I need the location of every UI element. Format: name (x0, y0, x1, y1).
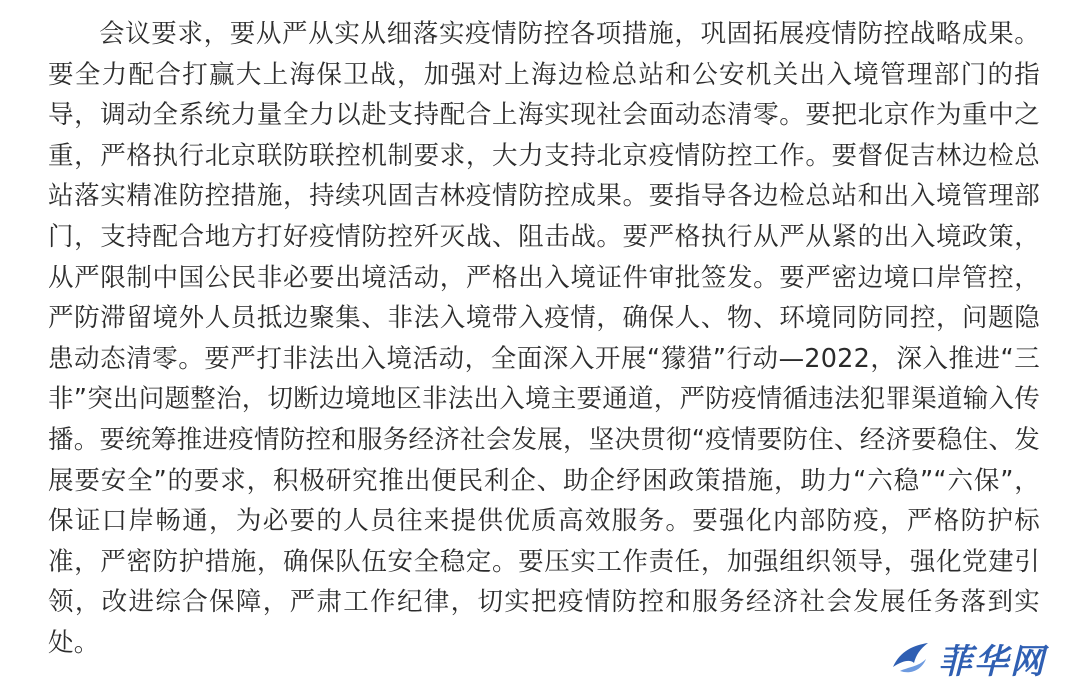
article-paragraph: 会议要求，要从严从实从细落实疫情防控各项措施，巩固拓展疫情防控战略成果。要全力配合打赢大上海保卫战，加强对上海边检总站和公安机关出入境管理部门的指导，调动全系统力量全力以赴支持配合上海实现社会面动态清零。要把北京作为重中之重，严格执行北京联防联控机制要求，大力支持北京疫情防控工作。要督促吉林边检总站落实精准防控措施，持续巩固吉林疫情防控成果。要指导各边检总站和出入境管理部门，支持配合地方打好疫情防控歼灭战、阻击战。要严格执行从严从紧的出入境政策，从严限制中国公民非必要出境活动，严格出入境证件审批签发。要严密边境口岸管控，严防滞留境外人员抵边聚集、非法入境带入疫情，确保人、物、环境同防同控，问题隐患动态清零。要严打非法出入境活动，全面深入开展“獴猎”行动—2022，深入推进“三非”突出问题整治，切断边境地区非法出入境主要通道，严防疫情循违法犯罪渠道输入传播。要统筹推进疫情防控和服务经济社会发展，坚决贯彻“疫情要防住、经济要稳住、发展要安全”的要求，积极研究推出便民利企、助企纾困政策措施，助力“六稳”“六保”，保证口岸畅通，为必要的人员往来提供优质高效服务。要强化内部防疫，严格防护标准，严密防护措施，确保队伍安全稳定。要压实工作责任，加强组织领导，强化党建引领，改进综合保障，严肃工作纪律，切实把疫情防控和服务经济社会发展任务落到实处。 (48, 19, 1040, 658)
watermark-text: 菲华网 (938, 641, 1046, 682)
site-watermark (884, 627, 1072, 689)
article-body (48, 14, 1040, 664)
bird-logo-icon (890, 637, 932, 679)
